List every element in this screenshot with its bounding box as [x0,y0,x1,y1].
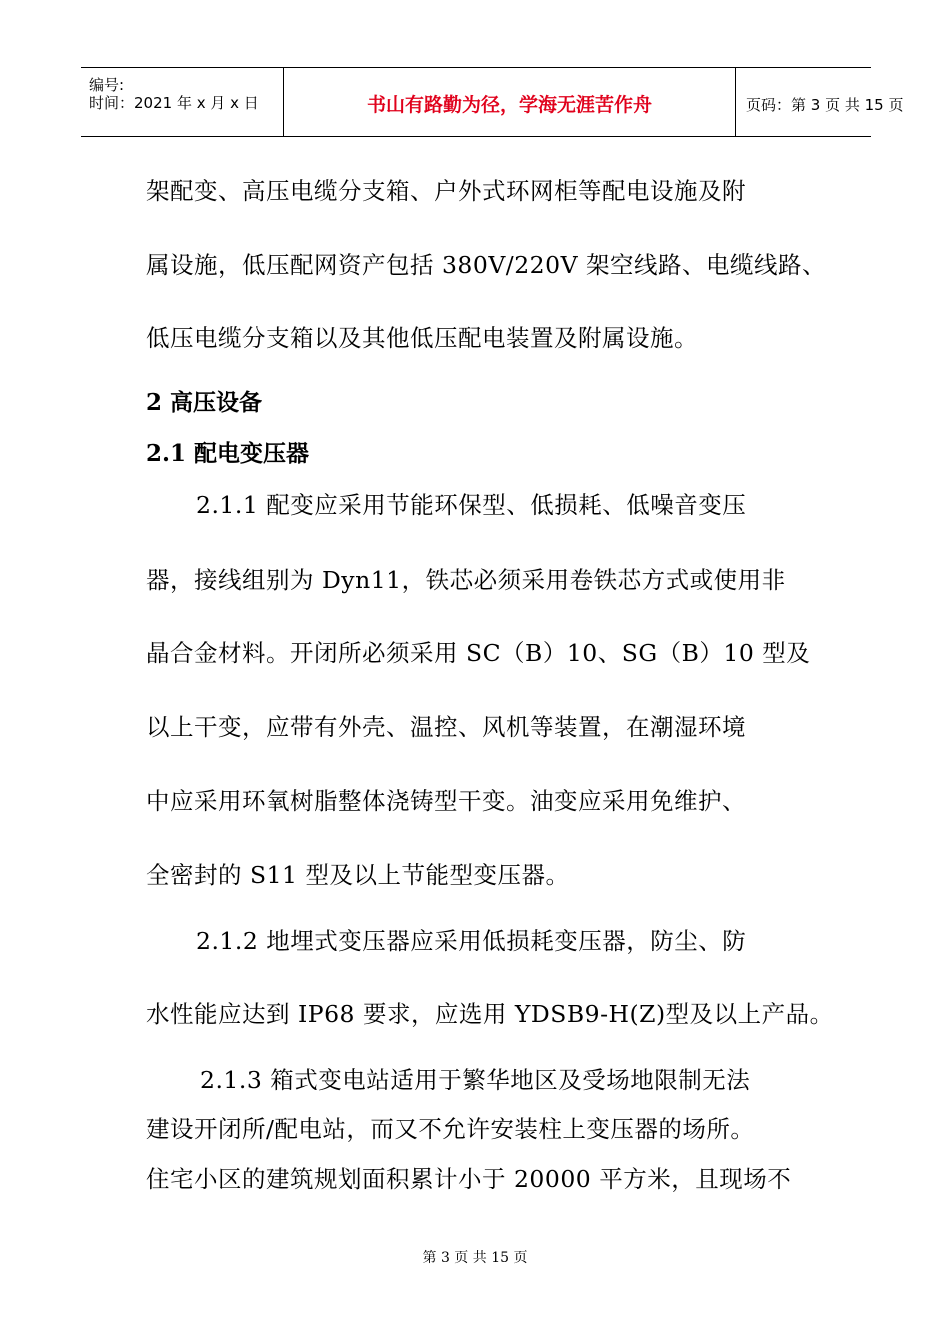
header-left-cell [81,68,284,136]
paragraph-line: 建设开闭所/配电站，而又不允许安装柱上变压器的场所。 [146,1115,755,1143]
subsection-heading: 2.1 配电变压器 [146,440,310,467]
paragraph-line: 中应采用环氧树脂整体浇铸型干变。油变应采用免维护、 [146,787,746,815]
paragraph-line: 住宅小区的建筑规划面积累计小于 20000 平方米，且现场不 [146,1165,792,1193]
body-line: 架配变、高压电缆分支箱、户外式环网柜等配电设施及附 [146,177,746,205]
body-line: 属设施，低压配网资产包括 380V/220V 架空线路、电缆线路、 [146,251,827,279]
paragraph-line: 器，接线组别为 Dyn11，铁芯必须采用卷铁芯方式或使用非 [146,566,786,594]
paragraph-line: 水性能应达到 IP68 要求，应选用 YDSB9-H(Z)型及以上产品。 [146,1000,834,1028]
page-footer: 第 3 页 共 15 页 [422,1250,528,1266]
section-heading: 2 高压设备 [146,389,263,416]
header-page-cell [736,68,904,136]
header-motto-cell [284,68,736,136]
paragraph-line: 晶合金材料。开闭所必须采用 SC（B）10、SG（B）10 型及 [146,639,811,667]
doc-date: 时间：2021 年 x 月 x 日 [89,94,259,112]
header-motto: 书山有路勤为径，学海无涯苦作舟 [366,94,652,116]
paragraph-line: 2.1.2 地埋式变压器应采用低损耗变压器，防尘、防 [196,927,747,955]
paragraph-line: 以上干变，应带有外壳、温控、风机等装置，在潮湿环境 [146,713,746,741]
paragraph-line: 全密封的 S11 型及以上节能型变压器。 [146,861,570,889]
paragraph-line: 2.1.1 配变应采用节能环保型、低损耗、低噪音变压 [196,491,747,519]
header-page-info: 页码：第 3 页 共 15 页 [746,96,904,114]
page-header [81,67,904,137]
paragraph-line: 2.1.3 箱式变电站适用于繁华地区及受场地限制无法 [200,1066,751,1094]
doc-number-label: 编号: [89,76,125,94]
body-line: 低压电缆分支箱以及其他低压配电装置及附属设施。 [146,324,698,352]
